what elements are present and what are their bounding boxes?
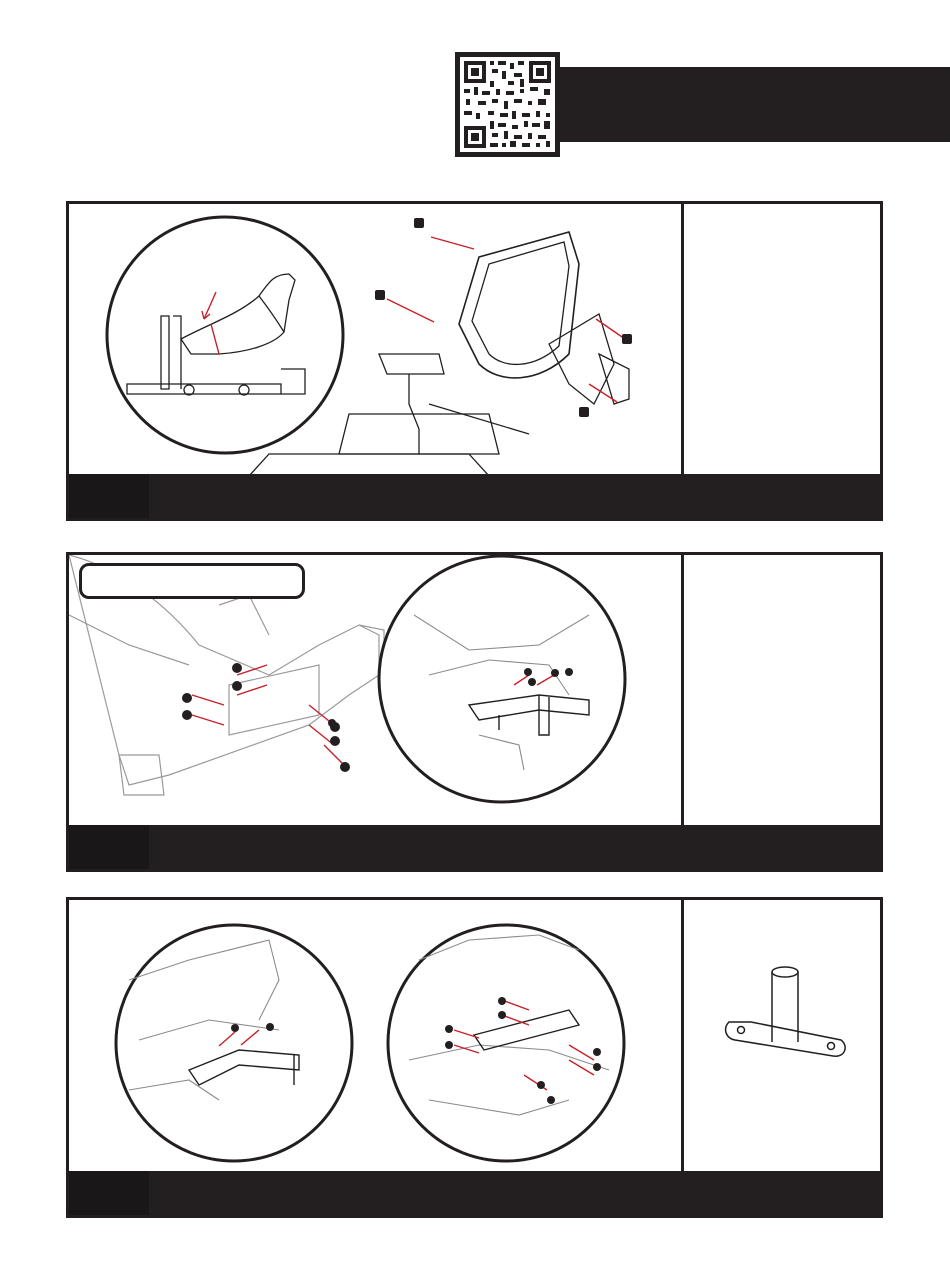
qr-code[interactable] [455,52,560,157]
qr-code-icon [460,57,555,152]
step-3-panel [66,897,883,1218]
seat-assembly-illustration [69,204,679,476]
step-1-divider [681,204,684,477]
header-title-bar [557,67,950,142]
bracket-detail-icon [379,556,625,802]
mount-post-part-icon [721,958,851,1078]
bracket-install-detail-icon [116,925,352,1161]
step-2-number [69,825,149,869]
step-1-panel [66,201,883,521]
step-3-instruction [161,1171,868,1215]
step-2-panel [66,552,883,872]
step-2-callout [79,563,305,599]
step-1-footer [69,474,880,518]
step-1-number [69,474,149,518]
step-3-illustrations [69,900,679,1172]
step-2-instruction [161,825,868,869]
seat-tilt-detail-icon [107,217,343,453]
step-3-number [69,1171,149,1215]
step-2-footer [69,825,880,869]
rear-frame-bolts-detail-icon [388,925,624,1161]
step-3-footer [69,1171,880,1215]
step-2-divider [681,555,684,828]
step-3-divider [681,900,684,1174]
step-1-instruction [161,474,868,518]
